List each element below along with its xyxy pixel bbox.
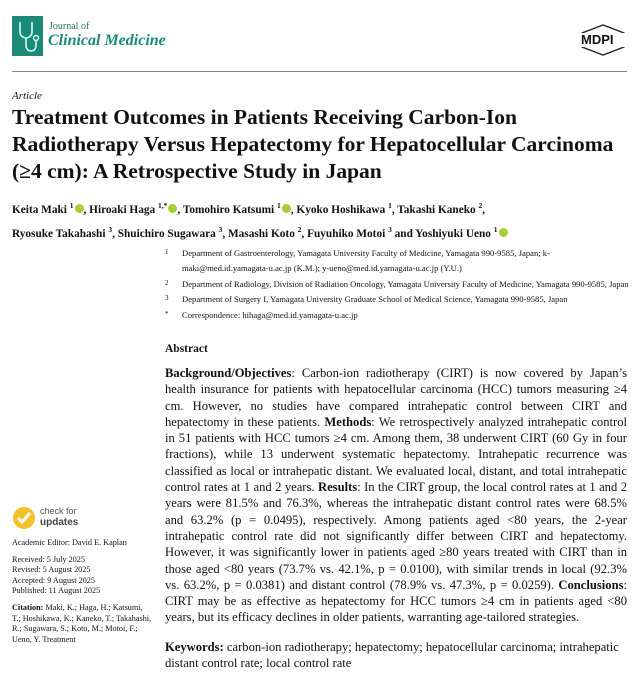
header-divider — [12, 71, 627, 72]
author-affiliation-number: 3 — [108, 224, 113, 234]
conclusions-label: Conclusions — [558, 577, 624, 592]
results-text: : In the CIRT group, the local control rates at 1 and 2 years were 81.5% and 76.3%, whereas the intrahepatic distant control rates were 68.5% and 63.2% (p = 0.0495), respectively. Among patients aged <80 years, the 2-year intrahepatic control rate did not significantly differ between CIRT and hepatectomy. However, it was significantly lower in patients aged ≥80 years treated with CIRT than in those aged <80 years (73.7% vs. 42.1%, p = 0.0100), with similar trends in local (92.3% vs. 63.2%, p = 0.0381) and distant control (78.9% vs. 47.3%, p = 0.0259). — [165, 480, 627, 592]
author-affiliation-number: 2 — [297, 224, 302, 234]
published-date: Published: 11 August 2025 — [12, 586, 101, 596]
author-name[interactable]: Shuichiro Sugawara — [117, 227, 216, 240]
journal-name: Clinical Medicine — [48, 32, 166, 49]
mdpi-logo — [578, 24, 628, 56]
updates-label: updates — [40, 517, 79, 528]
affiliation-item — [165, 277, 635, 292]
citation-text: Maki, K.; Haga, H.; Katsumi, T.; Hoshikawa, K.; Kaneko, T.; Takahashi, R.; Sugawara, S.; Koto, M.; Motoi, F.; Ueno, Y. Treatment — [12, 602, 152, 644]
affiliation-text: Department of Gastroenterology, Yamagata University Faculty of Medicine, Yamagata 990-9585, Japan; k-maki@med.id.yamagata-u.ac.jp (K.M.); y-ueno@med.id.yamagata-u.ac.jp (Y.U.) — [182, 248, 550, 274]
affiliation-text: Department of Surgery I, Yamagata University Graduate School of Medical Science, Yamagata 990-9585, Japan — [182, 294, 568, 305]
keywords-text: carbon-ion radiotherapy; hepatectomy; hepatocellular carcinoma; intrahepatic distant control rate; local control rate — [165, 640, 619, 671]
author-affiliation-number: 3 — [218, 224, 223, 234]
affiliation-number: * — [165, 309, 169, 318]
results-label: Results — [317, 480, 358, 495]
author-affiliation-number: 1,* — [158, 201, 168, 210]
check-for-updates-button[interactable] — [12, 504, 92, 532]
orcid-icon[interactable] — [168, 204, 177, 213]
publisher-name: MDPI — [581, 32, 614, 47]
affiliations — [165, 246, 635, 323]
keywords — [165, 639, 627, 672]
article-sidebar — [12, 538, 152, 645]
keywords-label: Keywords: — [165, 640, 224, 654]
authors-and: and — [394, 227, 413, 240]
affiliation-item — [165, 246, 635, 277]
author-affiliation-number: 3 — [388, 224, 392, 234]
orcid-icon[interactable] — [282, 204, 291, 213]
article-type: Article — [12, 90, 42, 102]
affiliation-number: 1 — [165, 248, 169, 256]
check-for-label: check for — [40, 506, 77, 516]
author-affiliation-number: 1 — [388, 201, 392, 210]
affiliation-text: Department of Radiology, Division of Radiation Oncology, Yamagata University Faculty of Medicine, Yamagata 990-9585, Japan — [182, 278, 629, 289]
abstract-heading: Abstract — [165, 343, 208, 355]
author-affiliation-number: 1 — [277, 201, 281, 210]
author-name[interactable]: Yoshiyuki Ueno — [415, 227, 491, 240]
journal-logo-stethoscope-icon — [12, 16, 43, 56]
revised-date: Revised: 5 August 2025 — [12, 565, 91, 575]
affiliation-item — [165, 292, 635, 307]
author-affiliation-number: 1 — [493, 224, 498, 234]
orcid-icon[interactable] — [75, 204, 84, 213]
affiliation-item — [165, 308, 635, 323]
abstract-body — [165, 365, 627, 626]
author-name[interactable]: Takashi Kaneko — [397, 203, 476, 216]
affiliation-number: 2 — [165, 278, 169, 287]
methods-label: Methods — [324, 414, 372, 429]
academic-editor: Academic Editor: David E. Kaplan — [12, 538, 127, 547]
affiliation-text: Correspondence: hihaga@med.id.yamagata-u.ac.jp — [182, 309, 358, 320]
accepted-date: Accepted: 9 August 2025 — [12, 575, 95, 585]
author-name[interactable]: Masashi Koto — [228, 227, 295, 240]
article-title: Treatment Outcomes in Patients Receiving Carbon-Ion Radiotherapy Versus Hepatectomy for Hepatocellular Carcinoma (≥4 cm): A Retrospective Study in Japan — [12, 105, 614, 183]
author-name[interactable]: Fuyuhiko Motoi — [307, 227, 386, 240]
author-name[interactable]: Tomohiro Katsumi — [182, 203, 275, 216]
background-label: Background/Objectives — [165, 366, 292, 380]
author-affiliation-number: 1 — [69, 201, 74, 210]
author-name[interactable]: Ryosuke Takahashi — [12, 227, 106, 240]
received-date: Received: 5 July 2025 — [12, 554, 85, 564]
background-text: : Carbon-ion radiotherapy (CIRT) is now covered by Japan’s health insurance for patients with hepatocellular carcinoma (HCC) tumors measuring ≥4 cm. However, no studies have compared intrahepatic control between CIRT and hepatectomy in these patients. — [165, 366, 627, 429]
checkmark-icon — [12, 506, 36, 530]
journal-of-label: Journal of — [49, 21, 90, 32]
author-list: Keita Maki $^1$ , Hiroaki Haga $^{1,*}$ , Tomohiro Katsumi $^1$ , Kyoko Hoshikawa $^1$, Takashi Kaneko $^2$, Ryosuke Takahashi $^3$, Shuichiro Sugawara $^3$, Masashi Koto $^2$, Fuyuhiko Motoi $^3$ and Yoshiyuki Ueno $^1$ — [12, 196, 632, 244]
conclusions-text: : CIRT may be as effective as hepatectomy for HCC tumors ≥4 cm in patients aged <80 years, but its efficacy declines in older patients, warranting age-tailored strategies. — [165, 577, 627, 625]
citation-label: Citation: — [12, 602, 44, 612]
affiliation-number: 3 — [165, 294, 169, 303]
orcid-icon[interactable] — [499, 228, 508, 237]
author-name[interactable]: Kyoko Hoshikawa — [296, 203, 386, 216]
author-name[interactable]: Hiroaki Haga — [89, 203, 156, 216]
methods-text: : We retrospectively analyzed intrahepatic control in 51 patients with HCC tumors ≥4 cm. Among them, 38 underwent CIRT (60 Gy in four fractions), while 13 underwent systematic hepatectomy. Intrahepatic recurrence was classified as local or intrahepatic distant. We evaluated local, distant, and total intrahepatic control rates at 1 and 2 years. — [165, 414, 627, 495]
author-affiliation-number: 2 — [478, 201, 483, 210]
author-name[interactable]: Keita Maki — [12, 203, 67, 216]
